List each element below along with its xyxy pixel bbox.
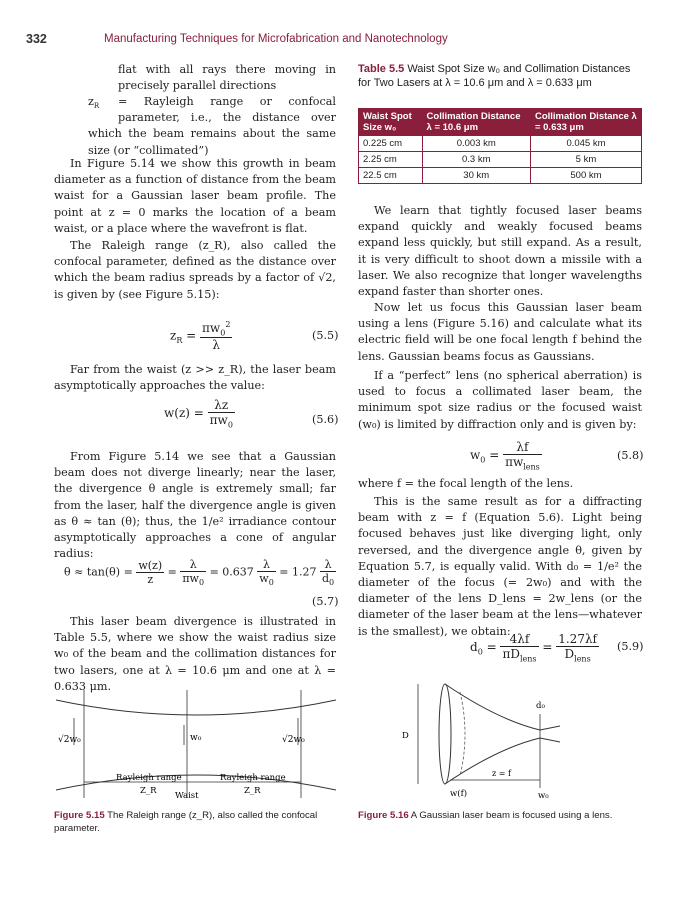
label-w-of-f: w(f) <box>450 789 468 799</box>
label-z-equals-f: z = f <box>492 769 511 778</box>
paragraph-figure-514: In Figure 5.14 we show this growth in beam diameter as a function of distance from the beam waist for a Gaussian laser beam profile. The point at z = 0 marks the location of a beam waist, or a place where the wavefront is flat. <box>54 157 336 235</box>
figure-5-16-caption: Figure 5.16 A Gaussian laser beam is focused using a lens. <box>358 810 613 821</box>
table-5-5 <box>358 108 642 184</box>
equation-number-5-7: (5.7) <box>312 595 339 608</box>
page-number: 332 <box>26 32 47 46</box>
wavefront <box>460 692 465 776</box>
label-rayleigh-range-right: Rayleigh range <box>220 773 286 783</box>
paragraph-perfect-lens: If a “perfect” lens (no spherical aberration) is used to focus a collimated laser beam, the minimum spot size radius or the focused waist (w₀) is limited by diffraction only and is given by: <box>358 369 642 431</box>
figure-5-15-caption: Figure 5.15 The Raleigh range (z_R), also called the confocal parameter. <box>54 810 318 834</box>
paragraph-diffracting-beam: This is the same result as for a diffracting beam with z = f (Equation 5.6). Light being focused behaves just like diverging light, only reversed, and the divergence angle θ, given by Equation 5.7, is equally valid. With d₀ = 1/e² the diameter of the focus (= 2w₀) and with the diameter of the lens D_lens = 2w_lens (or the diameter of the laser beam at the lens—whatever is the smallest), we obtain: <box>358 495 642 638</box>
table-cell: 0.3 km <box>422 152 530 168</box>
table-row <box>359 136 642 152</box>
paragraph-lens-focus: Now let us focus this Gaussian laser beam using a lens (Figure 5.16) and calculate what its electric field will be one focal length f behind the lens. Gaussian beams focus as Gaussians. <box>358 301 642 363</box>
table-cell: 0.225 cm <box>359 136 423 152</box>
equation-5-5: $z_R$ = $\frac{\pi w_0^2}{\lambda}$ <box>170 320 231 353</box>
label-zr-right: Z_R <box>244 786 261 796</box>
beam-upper-edge <box>445 684 540 730</box>
paragraph-raleigh-range: The Raleigh range (z_R), also called the confocal parameter, defined as the distance over which the beam radius spreads by a factor of √2, is given by (see Figure 5.15): <box>54 239 336 301</box>
equation-5-7: θ ≈ tan(θ) = $\frac{w(z)}{z}$ = $\frac{\lambda}{\pi w_0}$ = 0.637 $\frac{\lambda}{w_0}$ = 1.27 $\frac{\lambda}{d_0}$ <box>64 558 335 588</box>
running-header: Manufacturing Techniques for Microfabrication and Nanotechnology <box>104 33 448 45</box>
paragraph-divergence: From Figure 5.14 we see that a Gaussian beam does not diverge linearly; near the laser, the divergence θ angle is extremely small; far from the laser, half the divergence angle is given as θ ≈ tan (θ); thus, the 1/e² irradiance contour asymptotically approaches a cone of angular radius: <box>54 450 336 561</box>
table-header: Collimation Distance λ = 10.6 μm <box>422 109 530 136</box>
paragraph-far-from-waist: Far from the waist (z >> z_R), the laser beam asymptotically approaches the value: <box>54 363 336 393</box>
equation-5-6: w(z) = $\frac{\lambda z}{\pi w_0}$ <box>164 398 233 430</box>
equation-number-5-5: (5.5) <box>312 329 339 342</box>
equation-number-5-9: (5.9) <box>617 640 644 653</box>
equation-number-5-6: (5.6) <box>312 413 339 426</box>
table-cell: 500 km <box>530 168 641 184</box>
label-zr-left: Z_R <box>140 786 157 796</box>
table-cell: 0.003 km <box>422 136 530 152</box>
equation-5-9: $d_0$ = $\frac{4\lambda f}{\pi D_{lens}}$ = $\frac{1.27\lambda f}{D_{lens}}$ <box>470 632 597 664</box>
table-row <box>359 152 642 168</box>
label-d0: d₀ <box>536 701 545 711</box>
lens <box>439 684 451 784</box>
beam-upper-after-focus <box>540 726 560 730</box>
paragraph-focused-beams: We learn that tightly focused laser beams expand quickly and weakly focused beams expand less quickly, but still expand. As a result, it is very difficult to shoot down a missile with a laser. We also recognize that longer wavelengths expand faster than shorter ones. <box>358 204 642 299</box>
label-sqrt2-w0-right: √2w₀ <box>282 735 305 745</box>
label-D: D <box>402 731 409 741</box>
table-cell: 30 km <box>422 168 530 184</box>
text-focal-length: where f = the focal length of the lens. <box>358 477 574 490</box>
table-header: Waist Spot Size w₀ <box>359 109 423 136</box>
figure-5-16 <box>388 680 568 804</box>
beam-upper-edge <box>56 700 336 715</box>
table-cell: 2.25 cm <box>359 152 423 168</box>
label-w0: w₀ <box>190 733 202 743</box>
figure-5-15 <box>54 690 338 802</box>
equation-number-5-8: (5.8) <box>617 449 644 462</box>
table-cell: 22.5 cm <box>359 168 423 184</box>
table-row <box>359 168 642 184</box>
label-sqrt2-w0-left: √2w₀ <box>58 735 81 745</box>
beam-lower-after-focus <box>540 738 560 742</box>
label-waist: Waist <box>175 791 199 801</box>
table-cell: 5 km <box>530 152 641 168</box>
paragraph-table-reference: This laser beam divergence is illustrated in Table 5.5, where we show the waist radius size w₀ of the beam and the collimation distances for two lasers, one at λ = 10.6 μm and one at λ = 0.633 μm. <box>54 615 336 693</box>
label-rayleigh-range-left: Rayleigh range <box>116 773 182 783</box>
text-definition-flat: flat with all rays there moving in precisely parallel directions <box>118 63 336 93</box>
label-w0: w₀ <box>538 791 549 801</box>
text-definition-zr: $z_R$ = Rayleigh range or confocal parameter, i.e., the distance over which the beam remains about the same size (or “collimated”) <box>88 95 336 157</box>
table-5-5-title: Table 5.5 Waist Spot Size w₀ and Collimation Distances for Two Lasers at λ = 10.6 μm and λ = 0.633 μm <box>358 63 631 89</box>
beam-lower-edge <box>56 775 336 790</box>
equation-5-8: $w_0$ = $\frac{\lambda f}{\pi w_{lens}}$ <box>470 440 540 472</box>
table-cell: 0.045 km <box>530 136 641 152</box>
table-header: Collimation Distance λ = 0.633 μm <box>530 109 641 136</box>
